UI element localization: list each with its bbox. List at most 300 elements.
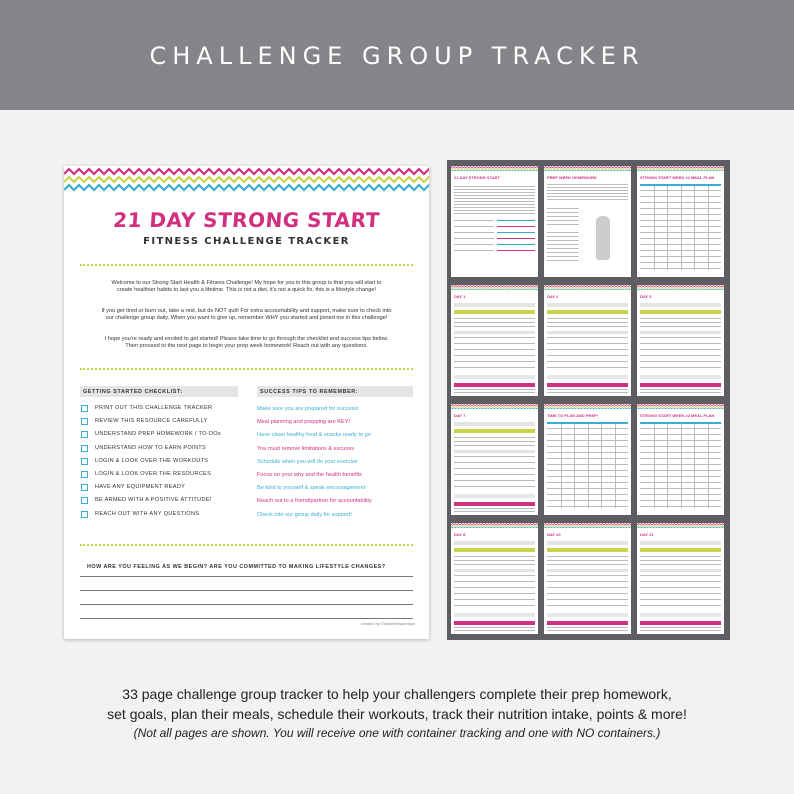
- writing-line: [80, 604, 413, 605]
- checkbox[interactable]: [81, 484, 88, 491]
- dotted-divider: [80, 264, 413, 266]
- thumbnail-bar: [640, 548, 721, 552]
- thumbnail-line: [454, 349, 535, 350]
- thumbnail-title: DAY 8: [454, 532, 466, 537]
- tracker-page-preview: [64, 166, 429, 639]
- success-tip: Focus on your why and the health benefits: [257, 472, 363, 478]
- thumbnail-line: [454, 441, 535, 442]
- chevron-stripe: [544, 168, 631, 169]
- thumbnail-line: [454, 355, 535, 356]
- thumbnail-line: [640, 343, 721, 344]
- chevron-border-decoration: [544, 404, 631, 409]
- checklist-item: [81, 483, 241, 493]
- body-figure-icon: [596, 216, 610, 260]
- thumbnail-line: [547, 212, 579, 213]
- thumbnail-grid: [447, 160, 730, 640]
- checkbox[interactable]: [81, 445, 88, 452]
- creator-credit: created by ©daniellersadesign: [361, 621, 415, 626]
- thumbnail-line: [640, 392, 721, 393]
- checklist-item: [81, 470, 241, 480]
- thumbnail-line: [640, 575, 721, 576]
- thumbnail-line: [454, 445, 535, 446]
- intro-paragraph-3: [94, 336, 399, 350]
- thumbnail-bar: [640, 310, 721, 314]
- chevron-border-decoration: [544, 285, 631, 290]
- thumbnail-line: [547, 184, 628, 185]
- thumbnail-line: [547, 256, 579, 257]
- thumbnail-grid-line: [694, 186, 695, 270]
- chevron-border-decoration: [637, 285, 724, 290]
- intro-line: I hope you're ready and excited to get started! Please take time to go through the checklist and success tips below.: [104, 336, 389, 342]
- thumbnail-bar: [497, 244, 535, 245]
- success-tip: Meal planning and prepping are KEY!: [257, 419, 350, 426]
- thumbnail-bar: [454, 541, 535, 545]
- chevron-stripe: [544, 405, 631, 406]
- checklist-item-label: REACH OUT WITH ANY QUESTIONS: [95, 510, 200, 517]
- intro-paragraph-2: [94, 308, 399, 322]
- thumbnail-line: [547, 220, 579, 221]
- thumbnail-grid-line: [654, 186, 655, 270]
- chevron-stripe: [451, 168, 538, 169]
- thumbnail-bar: [454, 310, 535, 314]
- thumbnail-line: [454, 627, 535, 628]
- success-tip: Check into our group daily for support!: [257, 511, 352, 518]
- thumbnail-line: [640, 630, 721, 631]
- thumbnail-bar: [454, 621, 535, 625]
- thumbnail-bar: [547, 548, 628, 552]
- thumbnail-line: [640, 318, 721, 319]
- thumbnail-grid-line: [681, 424, 682, 508]
- thumbnail-line: [454, 204, 535, 205]
- chevron-border-decoration: [544, 166, 631, 171]
- chevron-stripe: [637, 524, 724, 525]
- thumbnail-line: [454, 238, 494, 239]
- checklist-item: [81, 430, 241, 440]
- thumbnail-line: [640, 581, 721, 582]
- thumbnail-line: [547, 236, 579, 237]
- thumbnail-grid-line: [694, 424, 695, 508]
- page-title: CHALLENGE GROUP TRACKER: [149, 42, 645, 70]
- thumbnail-line: [454, 575, 535, 576]
- thumbnail-line: [640, 355, 721, 356]
- thumbnail-line: [640, 599, 721, 600]
- thumbnail-line: [640, 322, 721, 323]
- thumbnail-bar: [640, 303, 721, 307]
- thumbnail-bar: [640, 621, 721, 625]
- checkbox[interactable]: [81, 418, 88, 425]
- thumbnail-line: [454, 189, 535, 190]
- thumbnail-line: [547, 248, 579, 249]
- thumbnail-bar: [454, 303, 535, 307]
- chevron-stripe: [451, 525, 538, 526]
- thumbnail-line: [640, 367, 721, 368]
- thumbnail-line: [454, 560, 535, 561]
- chevron-stripe: [637, 168, 724, 169]
- thumbnail-grid-line: [588, 424, 589, 508]
- thumbnail-bar: [547, 303, 628, 307]
- thumbnail-line: [454, 599, 535, 600]
- thumbnail-line: [454, 210, 535, 211]
- thumbnail-grid-line: [667, 186, 668, 270]
- chevron-stripe: [637, 527, 724, 528]
- checklist-item-label: HAVE ANY EQUIPMENT READY: [95, 484, 186, 491]
- thumbnail-bar: [497, 232, 535, 233]
- thumbnail-line: [547, 367, 628, 368]
- thumbnail-line: [547, 252, 579, 253]
- checkbox[interactable]: [81, 431, 88, 438]
- thumbnail-line: [547, 326, 628, 327]
- chevron-stripe: [451, 167, 538, 168]
- chevron-stripe: [451, 406, 538, 407]
- thumbnail-line: [640, 605, 721, 606]
- success-tip: You must remove limitations & excuses: [257, 445, 355, 452]
- checkbox[interactable]: [81, 511, 88, 518]
- chevron-stripe: [451, 405, 538, 406]
- checklist-item-label: BE ARMED WITH A POSITIVE ATTITUDE!: [95, 497, 212, 504]
- thumbnail-bar: [454, 383, 535, 387]
- page-thumbnail: [637, 166, 724, 277]
- thumbnail-bar: [497, 226, 535, 227]
- thumbnail-grid-line: [667, 424, 668, 508]
- thumbnail-line: [547, 232, 579, 233]
- page-thumbnail: [637, 523, 724, 634]
- checklist-item-label: PRINT OUT THIS CHALLENGE TRACKER: [95, 405, 213, 411]
- thumbnail-line: [547, 361, 628, 362]
- tracker-title: 21 DAY STRONG START: [112, 208, 381, 232]
- thumbnail-line: [454, 508, 535, 509]
- thumbnail-line: [547, 208, 579, 209]
- thumbnail-grid-line: [708, 186, 709, 270]
- thumbnail-line: [454, 564, 535, 565]
- thumbnail-line: [547, 627, 628, 628]
- thumbnail-line: [547, 599, 628, 600]
- chevron-stripe: [451, 286, 538, 287]
- page-thumbnail: [451, 404, 538, 515]
- thumbnail-line: [454, 630, 535, 631]
- thumbnail-line: [454, 226, 494, 227]
- thumbnail-bar: [454, 569, 535, 572]
- thumbnail-bar: [547, 331, 628, 334]
- thumbnail-line: [454, 186, 535, 187]
- thumbnail-line: [547, 190, 628, 191]
- chevron-stripe: [451, 527, 538, 528]
- page-thumbnail: [451, 166, 538, 277]
- intro-paragraph-1: [94, 280, 399, 294]
- chevron-stripe: [64, 177, 429, 182]
- chevron-stripe: [637, 405, 724, 406]
- thumbnail-line: [454, 337, 535, 338]
- thumbnail-bar: [497, 220, 535, 221]
- thumbnail-line: [454, 456, 535, 457]
- tips-heading: SUCCESS TIPS TO REMEMBER:: [257, 386, 413, 397]
- tracker-subtitle: FITNESS CHALLENGE TRACKER: [143, 236, 350, 247]
- chevron-border-decoration: [451, 404, 538, 409]
- thumbnail-line: [547, 605, 628, 606]
- chevron-border-decoration: [544, 523, 631, 528]
- thumbnail-grid-line: [681, 186, 682, 270]
- page-thumbnail: [451, 285, 538, 396]
- chevron-stripe: [637, 289, 724, 290]
- page-thumbnail: [637, 404, 724, 515]
- thumbnail-bar: [547, 383, 628, 387]
- page-thumbnail: [544, 166, 631, 277]
- thumbnail-line: [547, 216, 579, 217]
- thumbnail-line: [640, 564, 721, 565]
- chevron-stripe: [544, 524, 631, 525]
- chevron-stripe: [544, 408, 631, 409]
- thumbnail-grid-line: [574, 424, 575, 508]
- thumbnail-line: [547, 318, 628, 319]
- thumbnail-line: [454, 322, 535, 323]
- thumbnail-line: [454, 605, 535, 606]
- thumbnail-line: [547, 240, 579, 241]
- chevron-border-decoration: [451, 285, 538, 290]
- success-tip: Be kind to yourself & speak encouragement: [257, 485, 366, 492]
- page-thumbnail: [544, 404, 631, 515]
- thumbnail-line: [640, 389, 721, 390]
- chevron-stripe: [64, 185, 429, 190]
- chevron-border-decoration: [451, 166, 538, 171]
- checkbox[interactable]: [81, 471, 88, 478]
- thumbnail-line: [454, 480, 535, 481]
- thumbnail-line: [454, 367, 535, 368]
- thumbnail-line: [547, 343, 628, 344]
- checklist-item: [81, 510, 241, 520]
- thumbnail-line: [547, 587, 628, 588]
- writing-line: [80, 618, 413, 619]
- success-tip: Schedule when you will do your exercise: [257, 458, 358, 465]
- description-note: (Not all pages are shown. You will receive one with container tracking and one with NO containers.): [133, 726, 661, 740]
- intro-line: Welcome to our Strong Start Health & Fitness Challenge! My hope for you in this group is that you will start to: [111, 280, 382, 286]
- thumbnail-bar: [454, 494, 535, 498]
- thumbnail-title: TIME TO PLAN AND PREP!: [547, 413, 599, 418]
- thumbnail-line: [547, 193, 628, 194]
- reflection-question: HOW ARE YOU FEELING AS WE BEGIN? ARE YOU COMMITTED TO MAKING LIFESTYLE CHANGES?: [87, 564, 386, 570]
- success-tip: Have clean healthy food & snacks ready to go: [257, 432, 371, 439]
- thumbnail-line: [547, 560, 628, 561]
- checklist-item: [81, 457, 241, 467]
- thumbnail-title: STRONG START WEEK #2 MEAL PLAN: [640, 413, 715, 418]
- chevron-stripe: [64, 169, 429, 174]
- checkbox[interactable]: [81, 497, 88, 504]
- thumbnail-line: [640, 560, 721, 561]
- chevron-stripe: [451, 289, 538, 290]
- dotted-divider: [80, 544, 413, 546]
- thumbnail-title: 21 DAY STRONG START: [454, 175, 500, 180]
- thumbnail-line: [454, 326, 535, 327]
- description-line-2: set goals, plan their meals, schedule their workouts, track their nutrition intake, points & more!: [107, 706, 687, 722]
- thumbnail-bar: [547, 621, 628, 625]
- thumbnail-bar: [454, 548, 535, 552]
- thumbnail-line: [547, 322, 628, 323]
- thumbnail-bar: [640, 331, 721, 334]
- chevron-border-decoration: [451, 523, 538, 528]
- thumbnail-line: [547, 556, 628, 557]
- thumbnail-line: [547, 187, 628, 188]
- thumbnail-line: [640, 349, 721, 350]
- thumbnail-bar: [497, 238, 535, 239]
- thumbnail-line: [454, 195, 535, 196]
- thumbnail-bar: [640, 613, 721, 617]
- thumbnail-line: [454, 244, 494, 245]
- thumbnail-line: [547, 244, 579, 245]
- dotted-divider: [80, 368, 413, 370]
- checkbox[interactable]: [81, 405, 88, 412]
- chevron-stripe: [544, 287, 631, 288]
- chevron-stripe: [544, 286, 631, 287]
- success-tip: Reach out to a friend/partner for accountability: [257, 498, 372, 505]
- chevron-stripe: [637, 286, 724, 287]
- chevron-stripe: [544, 406, 631, 407]
- thumbnail-line: [454, 361, 535, 362]
- checklist-item: [81, 444, 241, 454]
- thumbnail-line: [547, 564, 628, 565]
- checklist-item-label: REVIEW THIS RESOURCE CAREFULLY: [95, 418, 208, 425]
- thumbnail-line: [454, 250, 494, 251]
- thumbnail-line: [547, 196, 628, 197]
- thumbnail-line: [454, 343, 535, 344]
- thumbnail-bar: [454, 450, 535, 453]
- thumbnail-bar: [547, 375, 628, 379]
- chevron-stripe: [637, 167, 724, 168]
- thumbnail-bar: [640, 375, 721, 379]
- checkbox[interactable]: [81, 458, 88, 465]
- thumbnail-bar: [640, 569, 721, 572]
- thumbnail-line: [640, 627, 721, 628]
- thumbnail-bar: [454, 502, 535, 506]
- chevron-border-decoration: [637, 404, 724, 409]
- thumbnail-bar: [547, 569, 628, 572]
- thumbnail-line: [547, 593, 628, 594]
- checklist-item: [81, 496, 241, 506]
- thumbnail-title: DAY 3: [640, 294, 652, 299]
- thumbnail-title: DAY 21: [640, 532, 654, 537]
- thumbnail-bar: [640, 383, 721, 387]
- intro-line: Then proceed to the next page to begin your prep week homework! Reach out with any questions.: [125, 343, 368, 350]
- thumbnail-line: [640, 556, 721, 557]
- thumbnail-line: [640, 326, 721, 327]
- page-thumbnail: [544, 285, 631, 396]
- header-band: [0, 0, 794, 110]
- intro-line: If you get tired or burn out, take a rest, but do NOT quit! For extra accountability and support, make sure to check into: [101, 308, 392, 314]
- page-thumbnail: [637, 285, 724, 396]
- thumbnail-line: [454, 389, 535, 390]
- chevron-stripe: [451, 170, 538, 171]
- thumbnail-line: [454, 220, 494, 221]
- checklist-item-label: UNDERSTAND PREP HOMEWORK / TO-DOs: [95, 431, 222, 438]
- page-thumbnail: [544, 523, 631, 634]
- success-tip: Make sure you are prepared for success!: [257, 406, 359, 412]
- thumbnail-line: [454, 511, 535, 512]
- thumbnail-title: DAY 2: [547, 294, 559, 299]
- chevron-stripe: [451, 408, 538, 409]
- thumbnail-line: [547, 575, 628, 576]
- thumbnail-bar: [454, 422, 535, 426]
- chevron-stripe: [544, 527, 631, 528]
- thumbnail-grid-line: [601, 424, 602, 508]
- thumbnail-grid-line: [561, 424, 562, 508]
- chevron-border-decoration: [64, 166, 429, 196]
- thumbnail-line: [454, 486, 535, 487]
- thumbnail-line: [547, 630, 628, 631]
- thumbnail-line: [454, 207, 535, 208]
- thumbnail-line: [547, 337, 628, 338]
- chevron-stripe: [451, 524, 538, 525]
- thumbnail-grid-line: [654, 424, 655, 508]
- thumbnail-line: [454, 593, 535, 594]
- thumbnail-line: [454, 474, 535, 475]
- thumbnail-line: [454, 462, 535, 463]
- chevron-stripe: [637, 287, 724, 288]
- chevron-stripe: [637, 406, 724, 407]
- writing-line: [80, 590, 413, 591]
- thumbnail-title: DAY 20: [547, 532, 561, 537]
- chevron-stripe: [637, 170, 724, 171]
- thumbnail-line: [454, 587, 535, 588]
- checklist-item-label: LOGIN & LOOK OVER THE RESOURCES: [95, 471, 212, 477]
- thumbnail-line: [547, 349, 628, 350]
- thumbnail-bar: [454, 613, 535, 617]
- thumbnail-title: PREP WEEK HOMEWORK: [547, 175, 597, 180]
- thumbnail-line: [454, 318, 535, 319]
- thumbnail-line: [454, 213, 535, 214]
- thumbnail-line: [454, 192, 535, 193]
- thumbnail-line: [454, 437, 535, 438]
- thumbnail-bar: [454, 429, 535, 433]
- chevron-stripe: [544, 170, 631, 171]
- thumbnail-line: [454, 232, 494, 233]
- thumbnail-bar: [454, 331, 535, 334]
- thumbnail-line: [547, 224, 579, 225]
- thumbnail-line: [454, 198, 535, 199]
- thumbnail-line: [454, 468, 535, 469]
- thumbnail-line: [640, 587, 721, 588]
- chevron-stripe: [544, 289, 631, 290]
- thumbnail-line: [547, 199, 628, 200]
- chevron-stripe: [637, 525, 724, 526]
- thumbnail-grid-line: [708, 424, 709, 508]
- writing-line: [80, 576, 413, 577]
- checklist-heading: GETTING STARTED CHECKLIST:: [80, 386, 238, 397]
- thumbnail-title: DAY 1: [454, 294, 466, 299]
- thumbnail-bar: [497, 250, 535, 251]
- thumbnail-bar: [547, 541, 628, 545]
- page-thumbnail: [451, 523, 538, 634]
- chevron-border-decoration: [637, 166, 724, 171]
- thumbnail-line: [547, 355, 628, 356]
- thumbnail-line: [640, 337, 721, 338]
- thumbnail-bar: [547, 613, 628, 617]
- thumbnail-line: [454, 392, 535, 393]
- thumbnail-title: STRONG START WEEK #1 MEAL PLAN: [640, 175, 715, 180]
- thumbnail-line: [640, 361, 721, 362]
- chevron-stripe: [544, 525, 631, 526]
- intro-line: create healthier habits to last you a lifetime. This is not a diet, it's not a quick fix, this is a lifestyle change!: [116, 287, 377, 294]
- thumbnail-line: [640, 593, 721, 594]
- chevron-border-decoration: [637, 523, 724, 528]
- thumbnail-bar: [454, 375, 535, 379]
- checklist-item-label: LOGIN & LOOK OVER THE WORKOUTS: [95, 457, 209, 464]
- thumbnail-line: [547, 389, 628, 390]
- thumbnail-line: [454, 556, 535, 557]
- thumbnail-bar: [547, 310, 628, 314]
- checklist-item: [81, 404, 241, 414]
- thumbnail-line: [547, 392, 628, 393]
- thumbnail-grid-line: [615, 424, 616, 508]
- thumbnail-line: [454, 581, 535, 582]
- thumbnail-line: [454, 201, 535, 202]
- intro-line: our challenge group daily. When you want to give up, remember WHY you started and joined me in this challenge!: [105, 315, 388, 322]
